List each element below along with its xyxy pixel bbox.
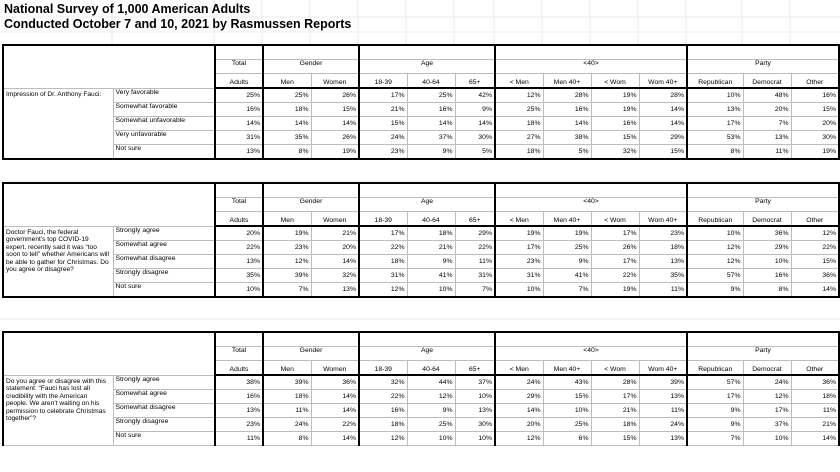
- cell-value: 28%: [591, 375, 639, 390]
- subheader: Wom 40+: [639, 74, 687, 89]
- subheader: 40-64: [407, 212, 455, 227]
- cell-value: 16%: [359, 404, 407, 418]
- cell-value: 16%: [407, 103, 455, 117]
- cell-value: 22%: [455, 241, 495, 255]
- cell-value: 18%: [359, 418, 407, 432]
- cell-value: 10%: [543, 404, 591, 418]
- cell-value: 16%: [791, 88, 839, 103]
- report-title: National Survey of 1,000 American Adults: [4, 2, 251, 16]
- header-party: Party: [687, 198, 839, 212]
- cell-value: 25%: [495, 103, 543, 117]
- cell-value: 14%: [455, 117, 495, 131]
- cell-value: 14%: [495, 404, 543, 418]
- cell-value: 26%: [311, 131, 359, 145]
- cell-value: 37%: [455, 375, 495, 390]
- cell-value: 9%: [407, 145, 455, 160]
- subheader: 40-64: [407, 361, 455, 376]
- answer-label: Somewhat disagree: [113, 255, 215, 269]
- cell-value: 21%: [311, 226, 359, 241]
- cell-value: 10%: [215, 283, 263, 298]
- cell-value: 11%: [639, 404, 687, 418]
- cell-value: 41%: [407, 269, 455, 283]
- cell-value: 17%: [591, 390, 639, 404]
- cell-value: 9%: [687, 418, 743, 432]
- cell-value: 20%: [215, 226, 263, 241]
- cell-value: 32%: [591, 145, 639, 160]
- cell-value: 14%: [311, 432, 359, 446]
- cell-value: 9%: [407, 404, 455, 418]
- cell-value: 8%: [743, 283, 791, 298]
- cell-value: 12%: [263, 255, 311, 269]
- cell-value: 16%: [215, 390, 263, 404]
- cell-value: 14%: [791, 432, 839, 446]
- cell-value: 22%: [215, 241, 263, 255]
- subheader: < Men: [495, 212, 543, 227]
- cell-value: 13%: [455, 404, 495, 418]
- header-party: Party: [687, 60, 839, 74]
- cell-value: 14%: [639, 103, 687, 117]
- answer-label: Not sure: [113, 145, 215, 160]
- cell-value: 32%: [311, 269, 359, 283]
- cell-value: 21%: [407, 241, 455, 255]
- cell-value: 23%: [215, 418, 263, 432]
- subheader: < Men: [495, 361, 543, 376]
- cell-value: 37%: [743, 418, 791, 432]
- cell-value: 25%: [543, 241, 591, 255]
- cell-value: 36%: [311, 375, 359, 390]
- subheader: Men 40+: [543, 212, 591, 227]
- cell-value: 23%: [639, 226, 687, 241]
- cell-value: 20%: [743, 103, 791, 117]
- cell-value: 31%: [359, 269, 407, 283]
- answer-label: Somewhat disagree: [113, 404, 215, 418]
- cell-value: 30%: [455, 418, 495, 432]
- cell-value: 12%: [495, 88, 543, 103]
- cell-value: 22%: [591, 269, 639, 283]
- subheader: < Wom: [591, 361, 639, 376]
- cell-value: 24%: [743, 375, 791, 390]
- cell-value: 14%: [543, 117, 591, 131]
- header-party: Party: [687, 347, 839, 361]
- cell-value: 10%: [743, 255, 791, 269]
- cell-value: 28%: [639, 88, 687, 103]
- cell-value: 9%: [407, 255, 455, 269]
- cell-value: 8%: [263, 432, 311, 446]
- answer-label: Very unfavorable: [113, 131, 215, 145]
- cell-value: 35%: [263, 131, 311, 145]
- header-total: Total: [215, 198, 263, 212]
- cell-value: 14%: [791, 283, 839, 298]
- subheader: Republican: [687, 74, 743, 89]
- cell-value: 15%: [311, 103, 359, 117]
- question-text: Do you agree or disagree with this statement: “Fauci has lost all credibility with the American people. We aren’t waiting on his permission to celebrate Christmas together”?: [3, 375, 113, 446]
- cell-value: 20%: [495, 418, 543, 432]
- cell-value: 19%: [543, 226, 591, 241]
- cell-value: 14%: [311, 404, 359, 418]
- cell-value: 10%: [495, 283, 543, 298]
- cell-value: 30%: [791, 131, 839, 145]
- cell-value: 25%: [543, 418, 591, 432]
- cell-value: 12%: [407, 390, 455, 404]
- cell-value: 23%: [359, 145, 407, 160]
- subheader: Wom 40+: [639, 212, 687, 227]
- subheader: 65+: [455, 212, 495, 227]
- cell-value: 42%: [455, 88, 495, 103]
- cell-value: 13%: [311, 283, 359, 298]
- header-age: Age: [359, 198, 495, 212]
- subheader: Adults: [215, 74, 263, 89]
- cell-value: 48%: [743, 88, 791, 103]
- cell-value: 17%: [495, 241, 543, 255]
- header-under-over-40: <40>: [495, 60, 687, 74]
- cell-value: 16%: [215, 103, 263, 117]
- subheader: Adults: [215, 212, 263, 227]
- cell-value: 7%: [455, 283, 495, 298]
- cell-value: 17%: [591, 255, 639, 269]
- cell-value: 22%: [791, 241, 839, 255]
- cell-value: 19%: [791, 145, 839, 160]
- subheader: Men 40+: [543, 74, 591, 89]
- table-row: [3, 131, 839, 145]
- cell-value: 15%: [591, 432, 639, 446]
- subheader: Men: [263, 361, 311, 376]
- subheader: Democrat: [743, 74, 791, 89]
- cell-value: 26%: [311, 88, 359, 103]
- cell-value: 18%: [263, 103, 311, 117]
- subheader: Men: [263, 74, 311, 89]
- cell-value: 36%: [743, 226, 791, 241]
- answer-label: Somewhat unfavorable: [113, 117, 215, 131]
- cell-value: 12%: [687, 241, 743, 255]
- cell-value: 14%: [639, 117, 687, 131]
- cell-value: 37%: [407, 131, 455, 145]
- subheader: Other: [791, 212, 839, 227]
- header-age: Age: [359, 60, 495, 74]
- table-row: [3, 88, 839, 103]
- answer-label: Somewhat agree: [113, 241, 215, 255]
- cell-value: 19%: [591, 88, 639, 103]
- table-row: [3, 103, 839, 117]
- subheader: 40-64: [407, 74, 455, 89]
- cell-value: 36%: [791, 269, 839, 283]
- cell-value: 19%: [263, 226, 311, 241]
- subheader: Women: [311, 361, 359, 376]
- cell-value: 11%: [215, 432, 263, 446]
- cell-value: 18%: [495, 145, 543, 160]
- cell-value: 16%: [591, 117, 639, 131]
- cell-value: 10%: [687, 88, 743, 103]
- cell-value: 21%: [591, 404, 639, 418]
- cell-value: 9%: [687, 404, 743, 418]
- cell-value: 5%: [455, 145, 495, 160]
- table-row: [3, 404, 839, 418]
- header-under-over-40: <40>: [495, 347, 687, 361]
- cell-value: 17%: [591, 226, 639, 241]
- cell-value: 13%: [215, 255, 263, 269]
- cell-value: 57%: [687, 269, 743, 283]
- cell-value: 14%: [407, 117, 455, 131]
- subheader: Democrat: [743, 361, 791, 376]
- cell-value: 15%: [791, 255, 839, 269]
- cell-value: 17%: [687, 390, 743, 404]
- cell-value: 22%: [359, 241, 407, 255]
- question-text: Doctor Fauci, the federal government’s top COVID-19 expert, recently said it was “too soon to tell” whether Americans will be able to gather for Christmas. Do you agree or disagree?: [3, 226, 113, 297]
- header-gender: Gender: [263, 347, 359, 361]
- cell-value: 22%: [311, 418, 359, 432]
- answer-label: Somewhat agree: [113, 390, 215, 404]
- cell-value: 13%: [639, 390, 687, 404]
- cell-value: 18%: [495, 117, 543, 131]
- subheader: Women: [311, 212, 359, 227]
- subheader: Adults: [215, 361, 263, 376]
- cell-value: 18%: [359, 255, 407, 269]
- cell-value: 23%: [495, 255, 543, 269]
- cell-value: 32%: [359, 375, 407, 390]
- subheader: Wom 40+: [639, 361, 687, 376]
- cell-value: 21%: [791, 418, 839, 432]
- cell-value: 39%: [639, 375, 687, 390]
- cell-value: 7%: [543, 283, 591, 298]
- cell-value: 13%: [215, 145, 263, 160]
- table-row: [3, 390, 839, 404]
- cell-value: 13%: [639, 432, 687, 446]
- subheader: Other: [791, 361, 839, 376]
- cell-value: 7%: [263, 283, 311, 298]
- cell-value: 38%: [543, 131, 591, 145]
- cell-value: 7%: [743, 117, 791, 131]
- header-under-over-40: <40>: [495, 198, 687, 212]
- cell-value: 29%: [455, 226, 495, 241]
- cell-value: 13%: [639, 255, 687, 269]
- cell-value: 25%: [407, 88, 455, 103]
- question-text: Impression of Dr. Anthony Fauci:: [3, 88, 113, 159]
- cell-value: 8%: [263, 145, 311, 160]
- table-row: [3, 255, 839, 269]
- cell-value: 18%: [263, 390, 311, 404]
- cell-value: 20%: [791, 117, 839, 131]
- cell-value: 43%: [543, 375, 591, 390]
- cell-value: 35%: [215, 269, 263, 283]
- cell-value: 10%: [743, 432, 791, 446]
- subheader: < Wom: [591, 74, 639, 89]
- table-christmas-too-soon: [2, 182, 838, 298]
- cell-value: 7%: [687, 432, 743, 446]
- cell-value: 18%: [407, 226, 455, 241]
- subheader: Men 40+: [543, 361, 591, 376]
- cell-value: 18%: [591, 418, 639, 432]
- cell-value: 12%: [359, 283, 407, 298]
- cell-value: 6%: [543, 432, 591, 446]
- subheader: Democrat: [743, 212, 791, 227]
- answer-label: Strongly agree: [113, 375, 215, 390]
- cell-value: 17%: [359, 226, 407, 241]
- subheader: Republican: [687, 212, 743, 227]
- cell-value: 13%: [215, 404, 263, 418]
- answer-label: Not sure: [113, 283, 215, 298]
- cell-value: 17%: [687, 117, 743, 131]
- cell-value: 10%: [455, 390, 495, 404]
- cell-value: 22%: [359, 390, 407, 404]
- header-gender: Gender: [263, 198, 359, 212]
- table-lost-credibility: [2, 331, 838, 446]
- cell-value: 36%: [791, 375, 839, 390]
- answer-label: Not sure: [113, 432, 215, 446]
- subheader: Women: [311, 74, 359, 89]
- cell-value: 10%: [407, 432, 455, 446]
- cell-value: 19%: [591, 103, 639, 117]
- cell-value: 12%: [359, 432, 407, 446]
- cell-value: 11%: [263, 404, 311, 418]
- cell-value: 38%: [215, 375, 263, 390]
- cell-value: 27%: [495, 131, 543, 145]
- cell-value: 12%: [687, 255, 743, 269]
- header-gender: Gender: [263, 60, 359, 74]
- cell-value: 24%: [263, 418, 311, 432]
- header-age: Age: [359, 347, 495, 361]
- cell-value: 5%: [543, 145, 591, 160]
- table-row: [3, 241, 839, 255]
- cell-value: 29%: [495, 390, 543, 404]
- subheader: < Wom: [591, 212, 639, 227]
- cell-value: 12%: [495, 432, 543, 446]
- cell-value: 15%: [543, 390, 591, 404]
- cell-value: 12%: [743, 390, 791, 404]
- cell-value: 14%: [263, 117, 311, 131]
- cell-value: 44%: [407, 375, 455, 390]
- table-row: [3, 418, 839, 432]
- header-total: Total: [215, 60, 263, 74]
- cell-value: 30%: [455, 131, 495, 145]
- cell-value: 14%: [215, 117, 263, 131]
- table-row: [3, 145, 839, 160]
- subheader: Men: [263, 212, 311, 227]
- cell-value: 10%: [407, 283, 455, 298]
- cell-value: 25%: [407, 418, 455, 432]
- cell-value: 31%: [455, 269, 495, 283]
- cell-value: 41%: [543, 269, 591, 283]
- cell-value: 11%: [743, 145, 791, 160]
- cell-value: 28%: [543, 88, 591, 103]
- cell-value: 39%: [263, 375, 311, 390]
- answer-label: Very favorable: [113, 88, 215, 103]
- answer-label: Strongly agree: [113, 226, 215, 241]
- cell-value: 24%: [639, 418, 687, 432]
- cell-value: 31%: [495, 269, 543, 283]
- answer-label: Strongly disagree: [113, 418, 215, 432]
- cell-value: 13%: [687, 103, 743, 117]
- cell-value: 19%: [311, 145, 359, 160]
- cell-value: 18%: [639, 241, 687, 255]
- cell-value: 24%: [359, 131, 407, 145]
- subheader: 18-39: [359, 212, 407, 227]
- cell-value: 13%: [743, 131, 791, 145]
- table-fauci-impression: [2, 44, 838, 160]
- cell-value: 11%: [639, 283, 687, 298]
- cell-value: 29%: [639, 131, 687, 145]
- subheader: < Men: [495, 74, 543, 89]
- cell-value: 11%: [791, 404, 839, 418]
- cell-value: 11%: [455, 255, 495, 269]
- cell-value: 10%: [455, 432, 495, 446]
- cell-value: 24%: [495, 375, 543, 390]
- table-row: [3, 117, 839, 131]
- answer-label: Somewhat favorable: [113, 103, 215, 117]
- cell-value: 9%: [455, 103, 495, 117]
- cell-value: 9%: [543, 255, 591, 269]
- cell-value: 23%: [263, 241, 311, 255]
- subheader: 18-39: [359, 74, 407, 89]
- answer-label: Strongly disagree: [113, 269, 215, 283]
- cell-value: 57%: [687, 375, 743, 390]
- subheader: Republican: [687, 361, 743, 376]
- cell-value: 19%: [591, 283, 639, 298]
- cell-value: 17%: [743, 404, 791, 418]
- cell-value: 10%: [687, 226, 743, 241]
- table-row: [3, 283, 839, 298]
- cell-value: 53%: [687, 131, 743, 145]
- cell-value: 9%: [687, 283, 743, 298]
- table-row: [3, 375, 839, 390]
- table-row: [3, 226, 839, 241]
- cell-value: 21%: [359, 103, 407, 117]
- cell-value: 15%: [791, 103, 839, 117]
- report-subtitle: Conducted October 7 and 10, 2021 by Rasmussen Reports: [4, 17, 352, 31]
- table-row: [3, 432, 839, 446]
- cell-value: 8%: [687, 145, 743, 160]
- cell-value: 15%: [359, 117, 407, 131]
- cell-value: 14%: [311, 117, 359, 131]
- cell-value: 29%: [743, 241, 791, 255]
- cell-value: 12%: [791, 226, 839, 241]
- cell-value: 15%: [639, 145, 687, 160]
- subheader: 18-39: [359, 361, 407, 376]
- cell-value: 25%: [215, 88, 263, 103]
- cell-value: 19%: [495, 226, 543, 241]
- cell-value: 25%: [263, 88, 311, 103]
- cell-value: 14%: [311, 390, 359, 404]
- cell-value: 35%: [639, 269, 687, 283]
- cell-value: 26%: [591, 241, 639, 255]
- cell-value: 31%: [215, 131, 263, 145]
- cell-value: 16%: [743, 269, 791, 283]
- cell-value: 17%: [359, 88, 407, 103]
- header-total: Total: [215, 347, 263, 361]
- cell-value: 18%: [791, 390, 839, 404]
- cell-value: 15%: [591, 131, 639, 145]
- subheader: Other: [791, 74, 839, 89]
- subheader: 65+: [455, 74, 495, 89]
- subheader: 65+: [455, 361, 495, 376]
- cell-value: 39%: [263, 269, 311, 283]
- cell-value: 14%: [311, 255, 359, 269]
- table-row: [3, 269, 839, 283]
- cell-value: 20%: [311, 241, 359, 255]
- cell-value: 16%: [543, 103, 591, 117]
